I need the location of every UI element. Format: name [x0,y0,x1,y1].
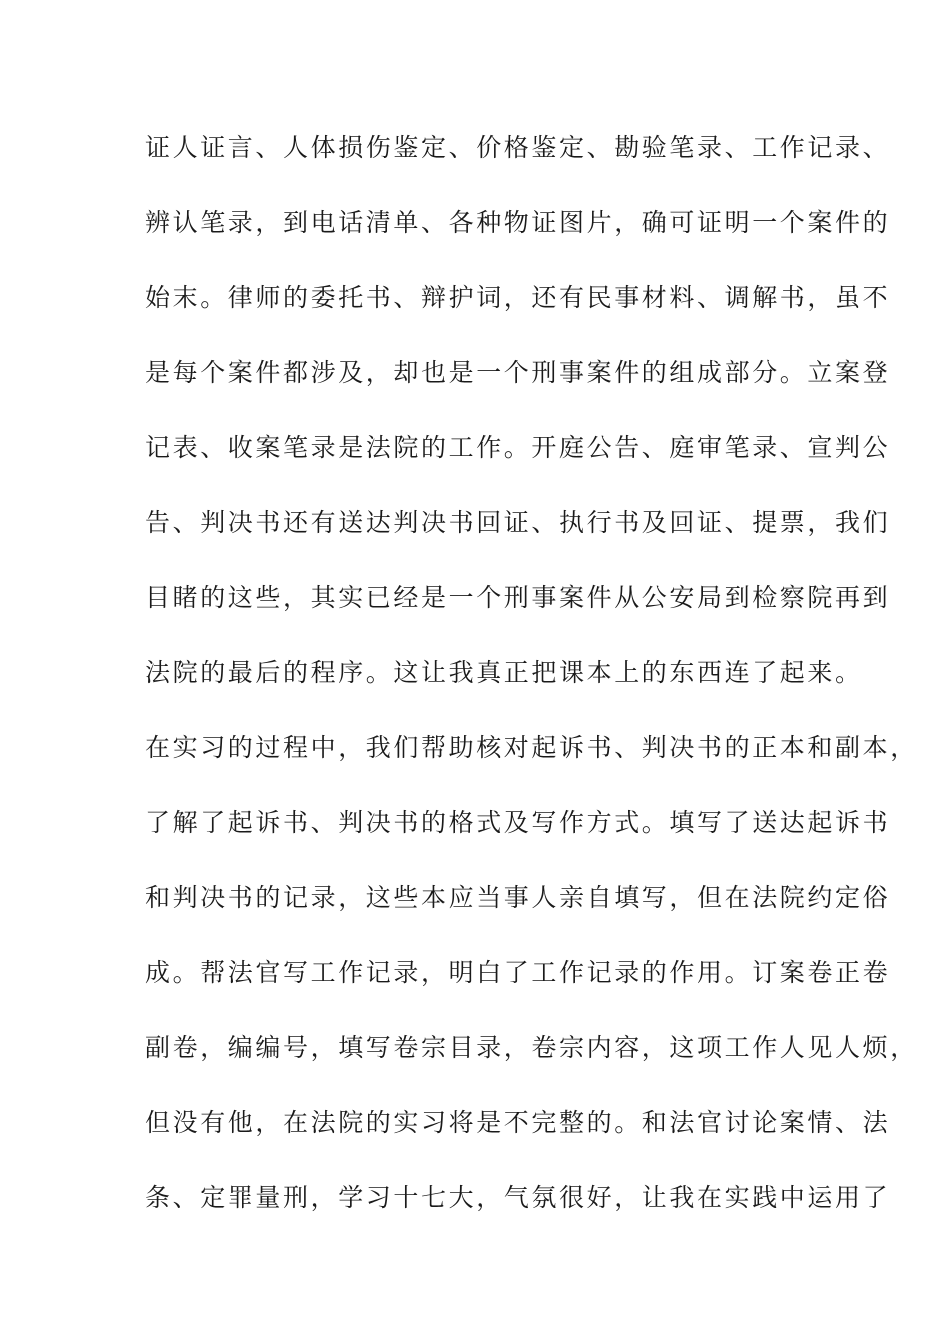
text-line: 目睹的这些，其实已经是一个刑事案件从公安局到检察院再到 [145,583,891,612]
text-line: 和判决书的记录，这些本应当事人亲自填写，但在法院约定俗 [145,883,891,912]
text-line: 辨认笔录，到电话清单、各种物证图片，确可证明一个案件的 [145,208,891,237]
text-line: 是每个案件都涉及，却也是一个刑事案件的组成部分。立案登 [145,358,891,387]
text-line: 条、定罪量刑，学习十七大，气氛很好，让我在实践中运用了 [145,1183,891,1212]
body-text [145,128,918,1253]
text-line: 在实习的过程中，我们帮助核对起诉书、判决书的正本和副本， [145,733,918,762]
text-line: 了解了起诉书、判决书的格式及写作方式。填写了送达起诉书 [145,808,891,837]
text-line: 证人证言、人体损伤鉴定、价格鉴定、勘验笔录、工作记录、 [145,133,891,162]
text-line: 法院的最后的程序。这让我真正把课本上的东西连了起来。 [145,658,863,687]
text-line: 始末。律师的委托书、辩护词，还有民事材料、调解书，虽不 [145,283,891,312]
text-line: 告、判决书还有送达判决书回证、执行书及回证、提票，我们 [145,508,891,537]
text-line: 副卷，编编号，填写卷宗目录，卷宗内容，这项工作人见人烦， [145,1033,918,1062]
text-line: 成。帮法官写工作记录，明白了工作记录的作用。订案卷正卷 [145,958,891,987]
text-line: 但没有他，在法院的实习将是不完整的。和法官讨论案情、法 [145,1108,891,1137]
text-line: 记表、收案笔录是法院的工作。开庭公告、庭审笔录、宣判公 [145,433,891,462]
